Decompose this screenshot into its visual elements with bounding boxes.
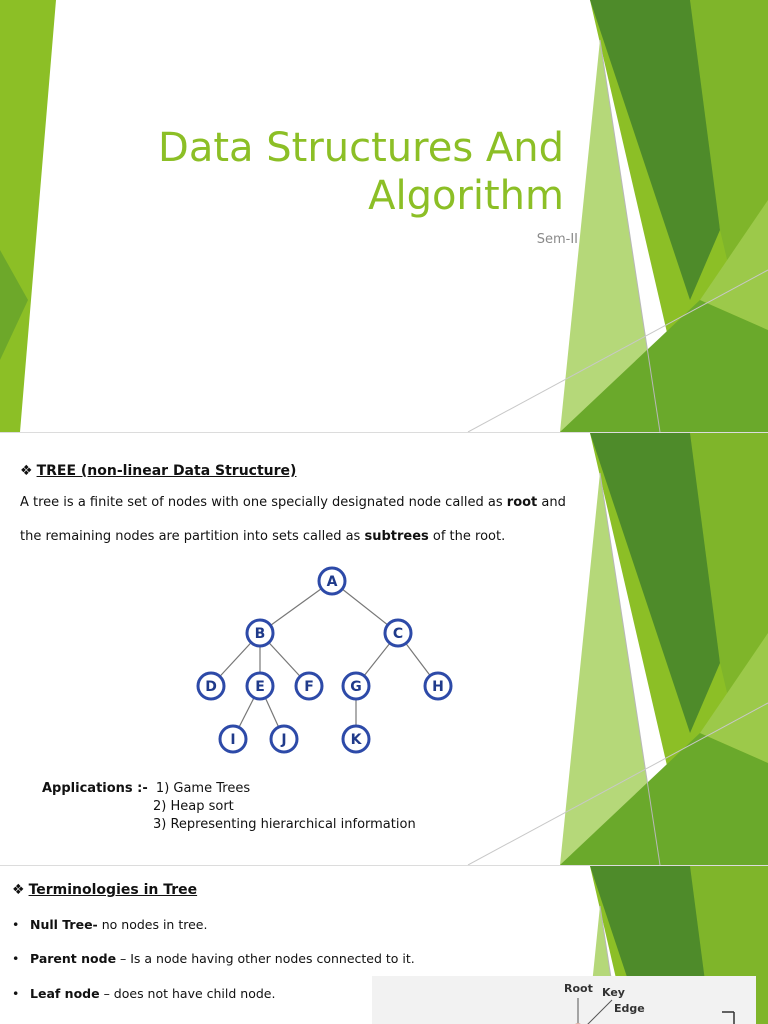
application-item: 1) Game Trees bbox=[155, 781, 251, 796]
tree-node-k bbox=[343, 726, 369, 752]
term-leaf-node bbox=[12, 986, 275, 1001]
diamond-bullet-icon: ❖ bbox=[20, 463, 33, 479]
tree-node-d bbox=[198, 673, 224, 699]
title-line-1: Data Structures And bbox=[158, 125, 564, 171]
slide-title bbox=[44, 124, 564, 220]
terminology-slide bbox=[0, 866, 768, 1024]
term-description: no nodes in tree. bbox=[97, 917, 208, 932]
applications-block bbox=[42, 780, 416, 834]
tree-node-h bbox=[425, 673, 451, 699]
tree-slide bbox=[0, 433, 768, 865]
tree-node-g bbox=[343, 673, 369, 699]
definition-text: of the root. bbox=[428, 529, 506, 544]
term-label: Leaf node bbox=[30, 986, 100, 1001]
inset-graphic bbox=[372, 976, 756, 1024]
term-description: – Is a node having other nodes connected to it. bbox=[116, 951, 415, 966]
tree-node-i bbox=[220, 726, 246, 752]
tree-node-label: G bbox=[350, 679, 362, 695]
tree-node-label: A bbox=[326, 574, 338, 590]
terminology-heading-text: Terminologies in Tree bbox=[28, 882, 198, 898]
bullet-dot-icon: • bbox=[12, 917, 20, 932]
terminology-heading bbox=[12, 882, 197, 898]
tree-node-c bbox=[385, 620, 411, 646]
bullet-dot-icon: • bbox=[12, 951, 20, 966]
tree-node-label: I bbox=[230, 732, 236, 748]
subtrees-term: subtrees bbox=[364, 529, 429, 544]
tree-node-j bbox=[271, 726, 297, 752]
applications-label: Applications :- bbox=[42, 781, 148, 796]
definition-text: A tree is a finite set of nodes with one specially designated node called as bbox=[20, 495, 507, 510]
term-null-tree bbox=[12, 917, 207, 932]
tree-node-label: H bbox=[432, 679, 444, 695]
bullet-dot-icon: • bbox=[12, 986, 20, 1001]
term-label: Parent node bbox=[30, 951, 117, 966]
tree-node-b bbox=[247, 620, 273, 646]
root-term: root bbox=[506, 495, 538, 510]
term-description: – does not have child node. bbox=[99, 986, 276, 1001]
definition-text: and bbox=[537, 495, 566, 510]
title-slide bbox=[0, 0, 768, 432]
tree-node-f bbox=[296, 673, 322, 699]
slide-subtitle: Sem-II bbox=[536, 232, 578, 247]
tree-node-label: J bbox=[281, 732, 287, 748]
key-label: Key bbox=[602, 986, 625, 999]
tree-terminology-diagram bbox=[372, 976, 756, 1024]
tree-node-label: D bbox=[205, 679, 217, 695]
edge-label: Edge bbox=[614, 1002, 645, 1015]
definition-text: the remaining nodes are partition into sets called as bbox=[20, 529, 365, 544]
tree-node-e bbox=[247, 673, 273, 699]
diamond-bullet-icon: ❖ bbox=[12, 882, 25, 898]
term-parent-node bbox=[12, 951, 415, 966]
tree-heading-text: TREE (non-linear Data Structure) bbox=[36, 463, 297, 479]
tree-node-label: F bbox=[304, 679, 314, 695]
root-label: Root bbox=[564, 982, 593, 995]
tree-node-a bbox=[319, 568, 345, 594]
application-item: 3) Representing hierarchical information bbox=[153, 817, 416, 832]
term-label: Null Tree- bbox=[30, 917, 98, 932]
tree-node-label: C bbox=[392, 626, 404, 642]
application-item: 2) Heap sort bbox=[153, 799, 234, 814]
tree-node-label: E bbox=[255, 679, 265, 695]
title-line-2: Algorithm bbox=[368, 173, 564, 219]
tree-node-label: B bbox=[254, 626, 266, 642]
tree-node-label: K bbox=[350, 732, 362, 748]
